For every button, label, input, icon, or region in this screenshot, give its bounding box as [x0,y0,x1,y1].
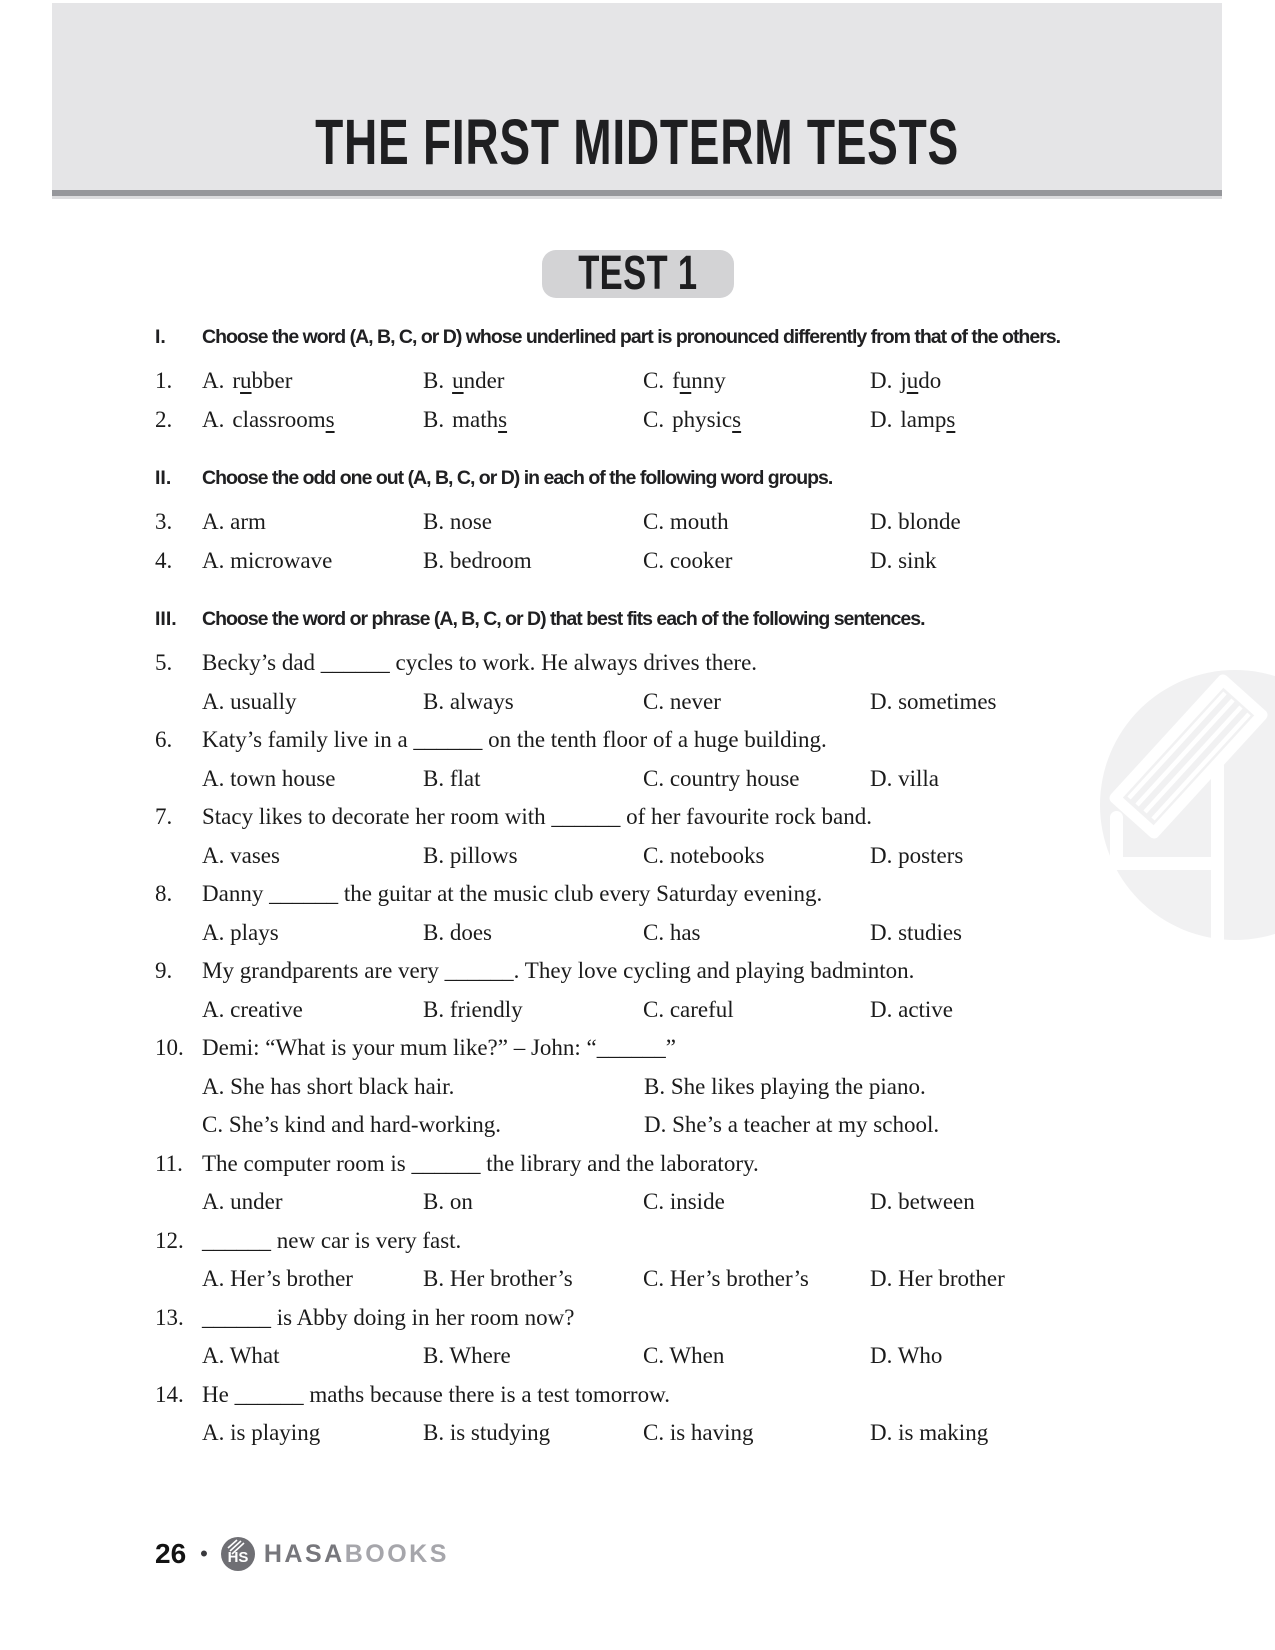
page-header [0,3,1275,199]
page-number: 26 [155,1538,187,1569]
question-row [155,1299,1195,1376]
question-prompt: My grandparents are very ______. They love cycling and playing badminton. [202,958,915,983]
question [155,1029,1195,1145]
question-prompt: ______ is Abby doing in her room now? [202,1304,575,1330]
answer-option: C. When [643,1343,725,1368]
answer-option: A. microwave [202,547,333,573]
question [155,721,1195,798]
answer-option: B. pillows [423,842,518,868]
question [155,875,1195,952]
question-body [202,1222,1195,1299]
footer-bullet: • [200,1541,208,1566]
question-number: 14. [155,1381,184,1407]
option-label: D. [870,406,893,432]
question-body [202,362,1195,401]
answer-option [643,401,870,440]
section-instruction: Choose the word or phrase (A, B, C, or D) that best fits each of the following sentences. [202,608,925,630]
question-row [155,1145,1195,1222]
question-number: 1. [155,368,173,393]
answer-option: B. Her brother’s [423,1266,573,1291]
answer-option: D. sink [870,547,937,573]
question [155,542,1195,581]
answer-option: C. inside [643,1189,725,1214]
question-prompt: Danny ______ the guitar at the music club every Saturday evening. [202,881,823,906]
question [155,1299,1195,1376]
question-number: 9. [155,958,173,983]
question-prompt: The computer room is ______ the library and the laboratory. [202,1150,759,1176]
header-divider-light [52,196,1222,199]
question-body [202,798,1195,875]
answer-option: B. does [423,919,492,945]
answer-option [643,362,870,401]
header-banner [52,3,1222,190]
answer-option: D. villa [870,765,939,791]
question-options [202,1260,1195,1299]
option-text-part: physic [672,406,733,432]
brand-name [264,1540,449,1569]
question-row [155,362,1195,401]
question-row [155,875,1195,952]
test-section [155,602,1195,1453]
question-body [202,401,1195,440]
question-number: 12. [155,1227,184,1253]
answer-option: C. cooker [643,547,733,573]
answer-option: B. She likes playing the piano. [644,1073,926,1099]
section-questions [155,362,1195,439]
question-body [202,1145,1195,1222]
answer-option: C. country house [643,765,800,791]
answer-option: C. never [643,688,721,714]
question [155,362,1195,401]
answer-option [870,401,1195,440]
option-text-part: math [452,406,499,432]
option-label: D. [870,368,893,393]
answer-option [202,401,423,440]
section-questions [155,503,1195,580]
question-prompt: Katy’s family live in a ______ on the tenth floor of a huge building. [202,727,827,752]
test-badge [542,247,734,300]
option-label: C. [643,406,665,432]
answer-option: D. She’s a teacher at my school. [644,1112,940,1137]
question-row [155,952,1195,1029]
underlined-letter: u [679,368,692,393]
question-row [155,721,1195,798]
question-options [202,760,1195,799]
question-prompt: Becky’s dad ______ cycles to work. He always drives there. [202,650,758,675]
question-row [155,542,1195,581]
question-body [202,542,1195,581]
underlined-letter: u [906,368,919,393]
question-prompt: Demi: “What is your mum like?” – John: “______” [202,1035,676,1060]
question-row [155,1029,1195,1145]
question-number: 7. [155,804,173,829]
underlined-letter: u [452,368,464,393]
brand-primary: HASA [263,1539,345,1568]
question-options [202,914,1195,953]
option-text-part: f [672,368,680,393]
answer-option: C. has [643,919,701,945]
answer-option: C. She’s kind and hard-working. [202,1112,501,1137]
answer-option: C. notebooks [643,842,765,868]
section-heading [155,602,1195,636]
answer-option: D. posters [870,842,964,868]
answer-option: A. What [202,1343,280,1368]
answer-option: A. plays [202,919,279,945]
question-number: 10. [155,1035,184,1060]
question-row [155,644,1195,721]
section-instruction: Choose the word (A, B, C, or D) whose underlined part is pronounced differently from that of the others. [202,326,1061,348]
question-options [202,1414,1195,1453]
section-instruction: Choose the odd one out (A, B, C, or D) in each of the following word groups. [202,467,833,489]
question [155,1222,1195,1299]
question-body [202,875,1195,952]
question-prompt: ______ new car is very fast. [202,1227,462,1253]
option-text-part: j [900,368,907,393]
question-options [202,1337,1195,1376]
option-text-part: nny [691,368,726,393]
question-number: 11. [155,1150,183,1176]
question-options [202,1183,1195,1222]
question-body [202,503,1195,542]
page-footer [155,1536,449,1572]
test-section [155,320,1195,439]
answer-option: D. blonde [870,509,961,534]
answer-option: A. is playing [202,1420,321,1445]
test-section [155,461,1195,580]
answer-option: A. Her’s brother [202,1266,353,1291]
option-text-part: lamp [900,406,947,432]
answer-option: D. active [870,996,954,1022]
question [155,798,1195,875]
answer-option: D. Her brother [870,1266,1005,1291]
answer-option: A. town house [202,765,336,791]
question-options [202,1068,1195,1145]
question-row [155,401,1195,440]
underlined-letter: s [732,406,742,432]
question-number: 13. [155,1304,184,1330]
question-number: 5. [155,650,173,675]
answer-option: A. usually [202,688,297,714]
section-numeral: I. [155,326,166,348]
answer-option [870,362,1195,401]
answer-option: A. arm [202,509,266,534]
question [155,503,1195,542]
option-text-part: bber [251,368,293,393]
option-label: A. [202,368,225,393]
answer-option [202,362,423,401]
section-heading [155,320,1195,354]
answer-option [423,401,643,440]
question [155,952,1195,1029]
answer-option: B. always [423,688,514,714]
section-heading [155,461,1195,495]
answer-option: B. nose [423,509,492,534]
question-row [155,798,1195,875]
question-body [202,952,1195,1029]
answer-option [423,362,643,401]
question-prompt: Stacy likes to decorate her room with ______ of her favourite rock band. [202,804,872,829]
option-label: B. [423,406,445,432]
option-text-part: nder [463,368,505,393]
answer-option: B. is studying [423,1420,551,1445]
question-body [202,1299,1195,1376]
question-options [202,683,1195,722]
logo-monogram: HS [227,1549,249,1566]
answer-option: B. flat [423,765,481,791]
page-title: THE FIRST MIDTERM TESTS [315,106,959,178]
question-number: 6. [155,727,173,752]
option-text-part: do [918,368,942,393]
question-options [202,362,1195,401]
question-number: 4. [155,547,173,573]
question-options [202,837,1195,876]
section-numeral: II. [155,467,172,489]
question-body [202,644,1195,721]
test-body [0,320,1275,1453]
question-options [202,542,1195,581]
question-body [202,1376,1195,1453]
option-label: B. [423,368,445,393]
underlined-letter: s [325,406,335,432]
question-options [202,991,1195,1030]
answer-option: C. Her’s brother’s [643,1266,809,1291]
answer-option: A. vases [202,842,280,868]
answer-option: B. Where [423,1343,511,1368]
section-questions [155,644,1195,1453]
question-number: 3. [155,509,173,534]
answer-option: C. careful [643,996,734,1022]
hasa-logo-icon [220,1536,256,1572]
answer-option: D. sometimes [870,688,997,714]
option-text-part: r [232,368,241,393]
answer-option: D. is making [870,1420,989,1445]
question [155,401,1195,440]
question-options [202,503,1195,542]
question-body [202,1029,1195,1145]
answer-option: A. creative [202,996,303,1022]
question-row [155,503,1195,542]
answer-option: B. bedroom [423,547,532,573]
section-numeral: III. [155,608,177,630]
question [155,644,1195,721]
question-body [202,721,1195,798]
question [155,1145,1195,1222]
question [155,1376,1195,1453]
question-options [202,401,1195,440]
question-row [155,1222,1195,1299]
option-text-part: classroom [232,406,326,432]
answer-option: B. friendly [423,996,523,1022]
answer-option: A. She has short black hair. [202,1073,455,1099]
question-row [155,1376,1195,1453]
question-number: 2. [155,406,173,432]
answer-option: D. studies [870,919,962,945]
underlined-letter: s [946,406,956,432]
answer-option: D. between [870,1189,975,1214]
answer-option: C. is having [643,1420,754,1445]
question-prompt: He ______ maths because there is a test tomorrow. [202,1381,670,1407]
answer-option: D. Who [870,1343,943,1368]
underlined-letter: s [498,406,508,432]
option-label: C. [643,368,665,393]
answer-option: C. mouth [643,509,729,534]
option-label: A. [202,406,225,432]
answer-option: B. on [423,1189,473,1214]
answer-option: A. under [202,1189,283,1214]
brand-secondary: BOOKS [344,1539,449,1568]
question-number: 8. [155,881,173,906]
underlined-letter: u [240,368,252,393]
test-badge-label: TEST 1 [577,247,698,300]
